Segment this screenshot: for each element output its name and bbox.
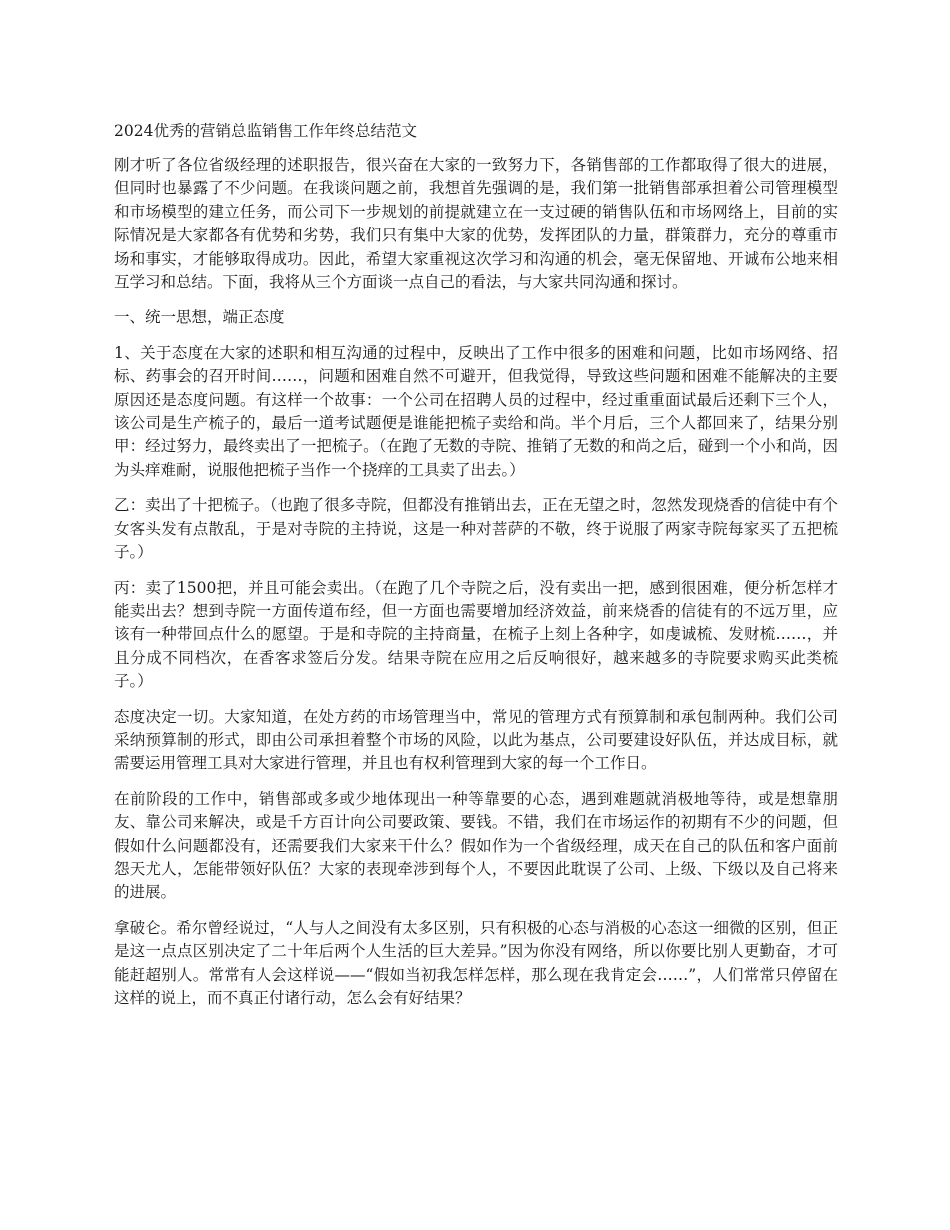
document-page: [114, 120, 838, 1022]
paragraph-attitude-decides: 态度决定一切。大家知道，在处方药的市场管理当中，常见的管理方式有预算制和承包制两种。我们公司采纳预算制的形式，即由公司承担着整个市场的风险，以此为基点，公司要建设好队伍，并达成目标，就需要运用管理工具对大家进行管理，并且也有权利管理到大家的每一个工作日。: [114, 707, 838, 773]
intro-paragraph: 刚才听了各位省级经理的述职报告，很兴奋在大家的一致努力下，各销售部的工作都取得了很大的进展，但同时也暴露了不少问题。在我谈问题之前，我想首先强调的是，我们第一批销售部承担着公司管理模型和市场模型的建立任务，而公司下一步规划的前提就建立在一支过硬的销售队伍和市场网络上，目前的实际情况是大家都各有优势和劣势，我们只有集中大家的优势，发挥团队的力量，群策群力，充分的尊重市场和事实，才能够取得成功。因此，希望大家重视这次学习和沟通的机会，毫无保留地、开诚布公地来相互学习和总结。下面，我将从三个方面谈一点自己的看法，与大家共同沟通和探讨。: [114, 156, 838, 292]
paragraph-bing: 丙：卖了1500把，并且可能会卖出。（在跑了几个寺院之后，没有卖出一把，感到很困难，便分析怎样才能卖出去？想到寺院一方面传道布经，但一方面也需要增加经济效益，前来烧香的信徒有的不远万里，应该有一种带回点什么的愿望。于是和寺院的主持商量，在梳子上刻上各种字，如虔诚梳、发财梳……，并且分成不同档次，在香客求签后分发。结果寺院在应用之后反响很好，越来越多的寺院要求购买此类梳子。）: [114, 578, 838, 691]
paragraph-attitude-story: 1、关于态度在大家的述职和相互沟通的过程中，反映出了工作中很多的困难和问题，比如市场网络、招标、药事会的召开时间……，问题和困难自然不可避开，但我觉得，导致这些问题和困难不能解决的主要原因还是态度问题。有这样一个故事：一个公司在招聘人员的过程中，经过重重面试最后还剩下三个人，该公司是生产梳子的，最后一道考试题便是谁能把梳子卖给和尚。半个月后，三个人都回来了，结果分别甲：经过努力，最终卖出了一把梳子。（在跑了无数的寺院、推销了无数的和尚之后，碰到一个小和尚，因为头痒难耐，说服他把梳子当作一个挠痒的工具卖了出去。）: [114, 343, 838, 479]
paragraph-yi: 乙：卖出了十把梳子。（也跑了很多寺院，但都没有推销出去，正在无望之时，忽然发现烧香的信徒中有个女客头发有点散乱，于是对寺院的主持说，这是一种对菩萨的不敬，终于说服了两家寺院每家买了五把梳子。）: [114, 496, 838, 562]
paragraph-previous-stage: 在前阶段的工作中，销售部或多或少地体现出一种等靠要的心态，遇到难题就消极地等待，或是想靠朋友、靠公司来解决，或是千方百计向公司要政策、要钱。不错，我们在市场运作的初期有不少的问题，但假如什么问题都没有，还需要我们大家来干什么？假如作为一个省级经理，成天在自己的队伍和客户面前怨天尤人，怎能带领好队伍？大家的表现牵涉到每个人，不要因此耽误了公司、上级、下级以及自己将来的进展。: [114, 789, 838, 902]
document-title: 2024优秀的营销总监销售工作年终总结范文: [114, 122, 417, 140]
section-heading-1: 一、统一思想，端正态度: [114, 308, 285, 327]
paragraph-napoleon-hill: 拿破仑。希尔曾经说过，“人与人之间没有太多区别，只有积极的心态与消极的心态这一细微的区别，但正是这一点点区别决定了二十年后两个人生活的巨大差异。”因为你没有网络，所以你要比别人更勤奋，才可能赶超别人。常常有人会这样说——“假如当初我怎样怎样，那么现在我肯定会……”，人们常常只停留在这样的说上，而不真正付诸行动，怎么会有好结果？: [114, 918, 838, 1007]
